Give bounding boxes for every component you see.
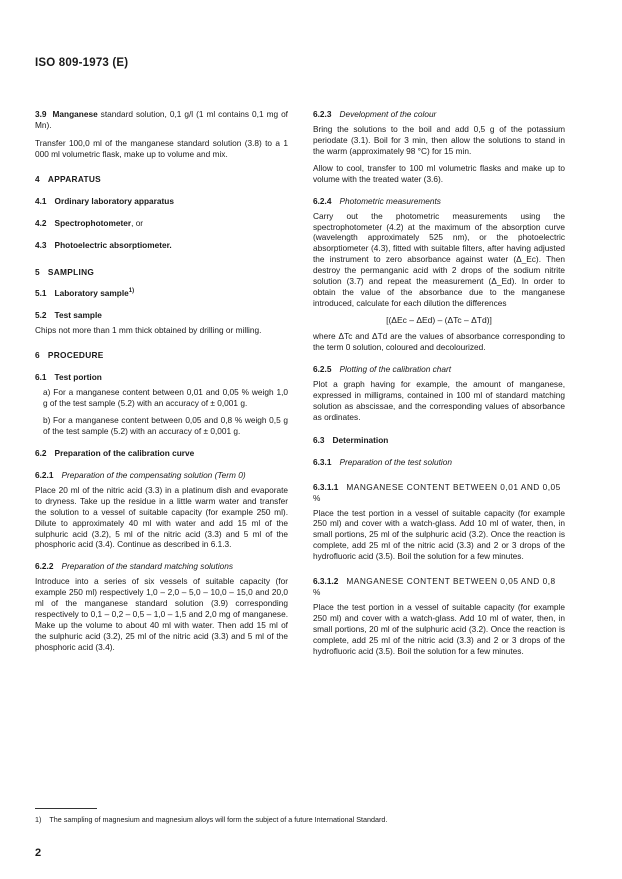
section-5-2 xyxy=(35,310,288,336)
section-4-1 xyxy=(35,196,288,207)
section-number: 6.2.1 xyxy=(35,469,54,480)
section-6-2 xyxy=(35,448,288,459)
section-heading xyxy=(35,310,288,321)
paragraph: Transfer 100,0 ml of the manganese standard solution (3.8) to a 1 000 ml volumetric flask, make up to volume and mix. xyxy=(35,137,288,159)
paragraph: Bring the solutions to the boil and add 0,5 g of the potassium periodate (3.1). Boil for 3 min, then allow the solutions to stand in the warm (approximately 98 °C) for 15 min. xyxy=(313,123,565,156)
section-5 xyxy=(35,267,288,278)
section-heading xyxy=(35,350,288,361)
section-6-1 xyxy=(35,372,288,437)
section-3-9 xyxy=(35,109,288,160)
section-title: Plotting of the calibration chart xyxy=(339,364,452,375)
section-heading xyxy=(35,218,288,229)
section-title: SAMPLING xyxy=(47,266,95,277)
section-heading xyxy=(313,576,565,598)
section-title: MANGANESE CONTENT BETWEEN 0,05 AND 0,8 % xyxy=(313,576,556,598)
section-6-3-1 xyxy=(313,457,565,468)
section-heading xyxy=(35,240,288,251)
footnote-text: The sampling of magnesium and magnesium alloys will form the subject of a future International Standard. xyxy=(49,815,388,824)
section-heading xyxy=(313,482,565,504)
section-title: MANGANESE CONTENT BETWEEN 0,01 AND 0,05 % xyxy=(313,481,561,503)
section-6-2-5 xyxy=(313,364,565,423)
section-title: Preparation of the compensating solution (Term 0) xyxy=(61,469,246,480)
section-number: 5 xyxy=(35,266,40,277)
section-title: Ordinary laboratory apparatus xyxy=(54,195,174,206)
section-number: 6.3.1 xyxy=(313,456,332,467)
paragraph xyxy=(35,109,288,131)
footnote xyxy=(35,815,575,825)
section-title: Photometric measurements xyxy=(339,195,441,206)
section-number: 6.1 xyxy=(35,372,47,383)
section-6-3 xyxy=(313,435,565,446)
section-heading xyxy=(313,435,565,446)
section-4-3 xyxy=(35,240,288,251)
section-heading xyxy=(35,448,288,459)
paragraph: Place the test portion in a vessel of suitable capacity (for example 250 ml) and cover with a watch-glass. Add 10 ml of water, then, in small portions, 20 ml of the sulphuric acid (3.2). Once the reaction is complete, add 25 ml of the nitric acid (3.3) and 2 or 3 drops of the hydrofluoric acid (3.5). Boil the solution for a few minutes. xyxy=(313,602,565,656)
paragraph: Plot a graph having for example, the amount of manganese, expressed in milligrams, contained in 100 ml of standard matching solution as abscissae, and the corresponding values of absorbance as ordinates. xyxy=(313,379,565,422)
left-column xyxy=(35,109,288,664)
section-heading xyxy=(313,457,565,468)
paragraph: Carry out the photometric measurements using the spectrophotometer (4.2) at the maximum of the absorption curve (wavelength approximately 525 nm), or the photoelectric absorptiometer (4.3), fitted with suitable filters, after having adjusted the instrument to zero absorbance against water (Δ_Ec). Then destroy the permanganic acid with 2 drops of the sodium nitrite solution (3.7) and repeat the measurement (Δ_Ed). In order to obtain the value of the absorbance due to the manganese introduced, calculate for each dilution the differences xyxy=(313,210,565,309)
footnote-number: 1) xyxy=(35,815,42,824)
section-title: Preparation of the test solution xyxy=(339,456,453,467)
section-title: APPARATUS xyxy=(47,173,102,184)
section-heading xyxy=(35,372,288,383)
section-title-suffix: , or xyxy=(131,217,144,228)
section-5-1 xyxy=(35,288,288,299)
section-number: 6.3.1.1 xyxy=(313,481,339,492)
section-6 xyxy=(35,350,288,361)
section-title: Preparation of the standard matching solutions xyxy=(61,561,234,572)
section-title: Preparation of the calibration curve xyxy=(54,447,195,458)
section-heading xyxy=(313,109,565,120)
section-title: Manganese xyxy=(52,109,98,119)
section-heading xyxy=(35,288,288,299)
paragraph-text: standard solution, 0,1 g/l (1 ml contains 0,1 mg of Mn). xyxy=(35,109,288,130)
list-item: b) For a manganese content between 0,05 and 0,8 % weigh 0,5 g of the test sample (5.2) with an accuracy of ± 0,001 g. xyxy=(43,415,288,436)
section-number: 4.2 xyxy=(35,217,47,228)
section-number: 6.2.4 xyxy=(313,195,332,206)
section-title: Determination xyxy=(332,434,389,445)
document-header: ISO 809-1973 (E) xyxy=(35,57,129,69)
section-title: Development of the colour xyxy=(339,109,437,119)
section-number: 6 xyxy=(35,350,40,361)
section-6-3-1-2 xyxy=(313,576,565,657)
section-6-2-3 xyxy=(313,109,565,185)
section-heading xyxy=(35,196,288,207)
section-number: 4 xyxy=(35,173,40,184)
section-title: Spectrophotometer xyxy=(54,217,132,228)
footnote-divider xyxy=(35,808,97,809)
paragraph: Chips not more than 1 mm thick obtained by drilling or milling. xyxy=(35,325,262,336)
section-6-2-2 xyxy=(35,561,288,653)
right-column xyxy=(313,109,565,668)
section-number: 4.1 xyxy=(35,195,47,206)
page-number: 2 xyxy=(35,847,42,859)
section-4 xyxy=(35,174,288,185)
section-4-2 xyxy=(35,218,288,229)
section-6-2-4 xyxy=(313,196,565,353)
section-number: 6.2.2 xyxy=(35,561,54,572)
section-title: Test portion xyxy=(54,372,102,383)
paragraph: where ΔTc and ΔTd are the values of absorbance corresponding to the term 0 solution, coloured and decolourized. xyxy=(313,331,565,353)
section-heading xyxy=(313,364,565,375)
section-number: 6.2.5 xyxy=(313,364,332,375)
section-6-3-1-1 xyxy=(313,482,565,563)
footnote-reference: 1) xyxy=(128,288,135,295)
section-title: PROCEDURE xyxy=(47,350,104,361)
section-heading xyxy=(35,174,288,185)
section-number: 5.2 xyxy=(35,310,47,321)
formula: [(ΔEc – ΔEd) – (ΔTc – ΔTd)] xyxy=(386,315,492,325)
section-number: 4.3 xyxy=(35,239,47,250)
paragraph: Place 20 ml of the nitric acid (3.3) in a platinum dish and evaporate to dryness. Take up the residue in a little warm water and transfer the solution to a vessel of suitable capacity (for example 250 ml). Dilute to approximately 40 ml with water and add 15 ml of the sulphuric acid (3.2), 5 ml of the nitric acid (3.3) and 5 ml of the phosphoric acid (3.4). Continue as described in 6.1.3. xyxy=(35,484,288,550)
section-number: 6.3 xyxy=(313,434,325,445)
paragraph: Introduce into a series of six vessels of suitable capacity (for example 250 ml) respectively 1,0 – 2,0 – 5,0 – 10,0 – 15,0 and 20,0 ml of the manganese standard solution (3.9) corresponding respectively to 0,1 – 0,2 – 0,5 – 1,0 – 1,5 and 2,0 mg of manganese. Make up the volume to about 40 ml with water. Then add 15 ml of the sulphuric acid (3.2), 25 ml of the nitric acid (3.3) and 5 ml of the phosphoric acid (3.4). xyxy=(35,576,288,652)
section-number: 6.2 xyxy=(35,447,47,458)
section-heading xyxy=(313,196,565,207)
section-title: Test sample xyxy=(54,310,102,321)
section-heading xyxy=(35,470,288,481)
section-number: 6.2.3 xyxy=(313,109,332,119)
section-heading xyxy=(35,561,288,572)
list-item: a) For a manganese content between 0,01 and 0,05 % weigh 1,0 g of the test sample (5.2) with an accuracy of ± 0,001 g. xyxy=(43,387,288,409)
section-number: 3.9 xyxy=(35,109,47,119)
paragraph: Place the test portion in a vessel of suitable capacity (for example 250 ml) and cover with a watch-glass. Add 10 ml of water, then, in small portions, 25 ml of the sulphuric acid (3.2). Once the reaction is complete, add 25 ml of the nitric acid (3.3) and 2 or 3 drops of the hydrofluoric acid (3.5). Boil the solution for a few minutes. xyxy=(313,507,565,562)
section-6-2-1 xyxy=(35,470,288,551)
section-number: 5.1 xyxy=(35,288,47,299)
section-heading xyxy=(35,267,288,278)
paragraph: Allow to cool, transfer to 100 ml volumetric flasks and make up to volume with the treated water (3.6). xyxy=(313,162,565,184)
section-title: Laboratory sample xyxy=(54,288,129,299)
section-number: 6.3.1.2 xyxy=(313,576,339,587)
section-title: Photoelectric absorptiometer. xyxy=(54,239,172,250)
